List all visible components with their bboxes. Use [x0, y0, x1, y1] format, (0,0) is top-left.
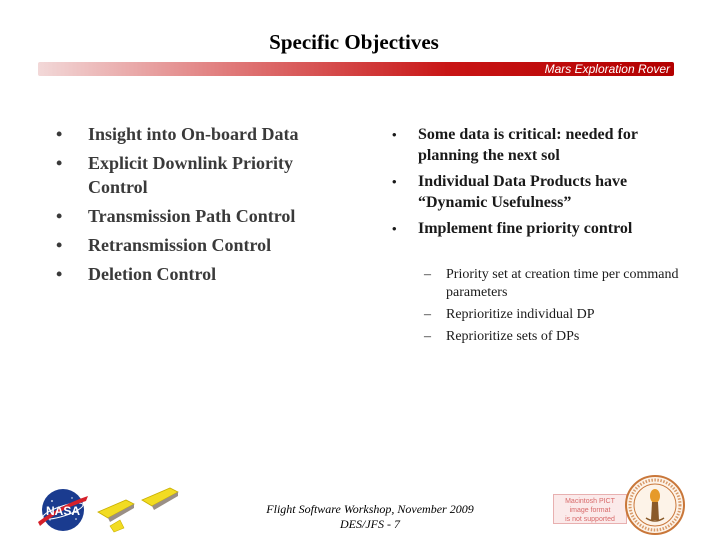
pict-placeholder-image: [553, 494, 627, 524]
dash-icon: –: [424, 267, 431, 282]
list-item: [56, 151, 356, 199]
list-item-text: Transmission Path Control: [88, 206, 296, 226]
footer-page-id: DES/JFS - 7: [340, 517, 400, 531]
list-item: [56, 262, 356, 286]
bullet-icon: •: [56, 124, 63, 144]
list-item: [388, 218, 688, 239]
list-item-text: Some data is critical: needed for planning the next sol: [418, 126, 638, 164]
bullet-icon: •: [56, 264, 63, 284]
list-item: [388, 124, 688, 166]
list-item-text: Individual Data Products have “Dynamic Usefulness”: [418, 173, 628, 211]
sub-list-item-text: Reprioritize sets of DPs: [446, 329, 580, 344]
nasa-logo: [36, 486, 90, 534]
sub-bullet-list: [424, 266, 684, 350]
sub-list-item: [424, 266, 684, 302]
nasa-logo-text: NASA: [45, 504, 81, 518]
list-item: [56, 122, 356, 146]
decorative-shapes: [90, 484, 190, 534]
list-item-text: Implement fine priority control: [418, 220, 633, 237]
list-item-text: Retransmission Control: [88, 235, 272, 255]
pict-line-1: Macintosh PICT: [565, 498, 615, 505]
left-bullet-list: [56, 122, 356, 291]
bullet-icon: •: [392, 174, 397, 189]
title-banner: [38, 62, 674, 76]
sub-list-item: [424, 306, 684, 324]
dash-icon: –: [424, 307, 431, 322]
bullet-icon: •: [392, 127, 397, 142]
list-item-text: Explicit Downlink Priority Control: [88, 153, 294, 197]
list-item-text: Insight into On-board Data: [88, 124, 299, 144]
right-bullet-list: [388, 124, 688, 244]
list-item-text: Deletion Control: [88, 264, 217, 284]
sub-list-item-text: Priority set at creation time per command parameters: [446, 267, 679, 300]
list-item: [388, 171, 688, 213]
sub-list-item-text: Reprioritize individual DP: [446, 307, 595, 322]
bullet-icon: •: [56, 206, 63, 226]
footer-workshop: Flight Software Workshop, November 2009: [266, 502, 474, 516]
list-item: [56, 204, 356, 228]
bullet-icon: •: [392, 221, 397, 236]
slide-title: Specific Objectives: [269, 30, 439, 54]
dash-icon: –: [424, 329, 431, 344]
bullet-icon: •: [56, 235, 63, 255]
pict-line-3: is not supported: [565, 516, 615, 523]
banner-text: Mars Exploration Rover: [544, 62, 670, 76]
pict-line-2: image format: [569, 507, 611, 514]
bullet-icon: •: [56, 153, 63, 173]
university-seal-logo: [622, 474, 688, 536]
slide-footer: [250, 502, 490, 532]
sub-list-item: [424, 328, 684, 346]
list-item: [56, 233, 356, 257]
